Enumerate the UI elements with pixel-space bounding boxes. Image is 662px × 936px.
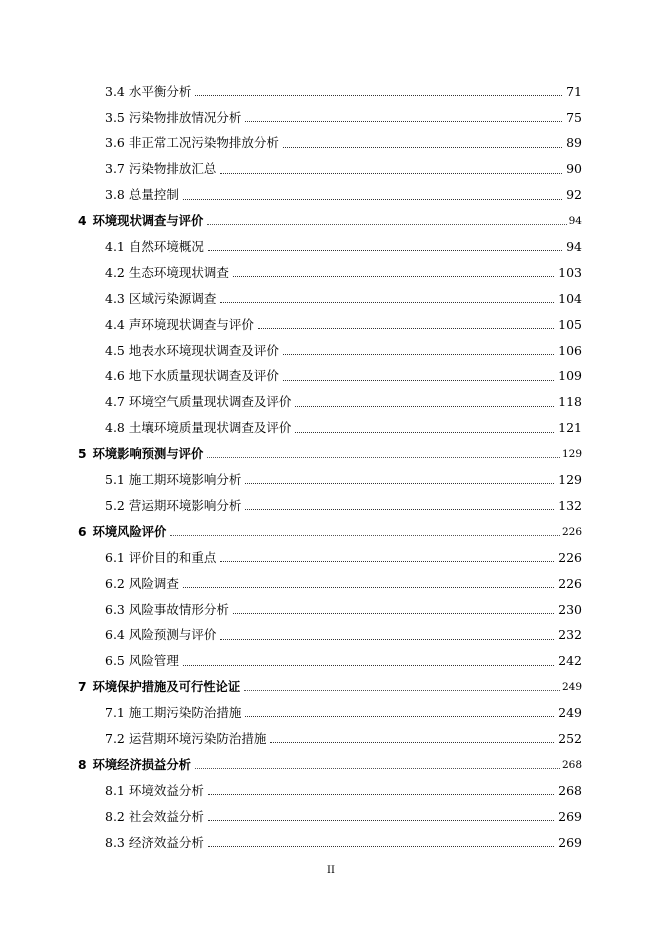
toc-entry-title: 水平衡分析 — [128, 83, 192, 99]
toc-dot-leader — [220, 638, 554, 640]
toc-entry-number: 4.6 — [105, 368, 125, 384]
toc-chapter-entry[interactable] — [0, 519, 662, 545]
toc-dot-leader — [233, 275, 554, 277]
toc-entry-number: 3.4 — [105, 83, 125, 99]
toc-section-entry[interactable] — [0, 545, 662, 571]
toc-entry-title: 环境效益分析 — [128, 782, 204, 798]
toc-entry-page: 232 — [558, 627, 582, 643]
toc-dot-leader — [207, 223, 566, 225]
toc-section-entry[interactable] — [0, 467, 662, 493]
toc-section-entry[interactable] — [0, 157, 662, 183]
toc-section-entry[interactable] — [0, 312, 662, 338]
toc-entry-title: 环境空气质量现状调查及评价 — [128, 394, 292, 410]
toc-entry-title: 地表水环境现状调查及评价 — [128, 342, 279, 358]
toc-entry-title: 风险事故情形分析 — [128, 601, 229, 617]
toc-dot-leader — [283, 353, 554, 355]
toc-entry-title: 土壤环境质量现状调查及评价 — [128, 420, 292, 436]
toc-dot-leader — [207, 456, 560, 458]
toc-entry-title: 社会效益分析 — [128, 808, 204, 824]
toc-entry-number: 4.7 — [105, 394, 125, 410]
toc-dot-leader — [244, 689, 560, 691]
toc-entry-page: 104 — [558, 290, 582, 306]
toc-entry-page: 75 — [566, 109, 582, 125]
toc-dot-leader — [220, 301, 554, 303]
toc-entry-title: 环境保护措施及可行性论证 — [92, 680, 241, 695]
toc-dot-leader — [220, 560, 554, 562]
toc-entry-title: 施工期环境影响分析 — [128, 472, 242, 488]
toc-entry-page: 249 — [558, 705, 582, 721]
toc-dot-leader — [295, 405, 554, 407]
toc-section-entry[interactable] — [0, 234, 662, 260]
toc-entry-number: 4.1 — [105, 239, 125, 255]
toc-entry-page: 103 — [558, 264, 582, 280]
toc-entry-page: 105 — [558, 316, 582, 332]
toc-entry-number: 6.3 — [105, 601, 125, 617]
toc-section-entry[interactable] — [0, 183, 662, 209]
toc-entry-title: 环境经济损益分析 — [92, 757, 191, 772]
toc-entry-title: 生态环境现状调查 — [128, 264, 229, 280]
toc-entry-page: 230 — [558, 601, 582, 617]
toc-entry-page: 269 — [558, 834, 582, 850]
toc-entry-number: 4.2 — [105, 264, 125, 280]
toc-section-entry[interactable] — [0, 623, 662, 649]
toc-section-entry[interactable] — [0, 597, 662, 623]
toc-entry-number: 7 — [78, 680, 87, 695]
toc-entry-page: 118 — [558, 394, 582, 410]
toc-entry-number: 5.1 — [105, 472, 125, 488]
toc-entry-title: 风险管理 — [128, 653, 179, 669]
toc-entry-number: 8.2 — [105, 808, 125, 824]
toc-entry-title: 运营期环境污染防治措施 — [128, 730, 267, 746]
toc-dot-leader — [208, 819, 554, 821]
toc-entry-page: 90 — [566, 161, 582, 177]
toc-section-entry[interactable] — [0, 105, 662, 131]
toc-chapter-entry[interactable] — [0, 441, 662, 467]
toc-entry-title: 地下水质量现状调查及评价 — [128, 368, 279, 384]
toc-entry-number: 8.1 — [105, 782, 125, 798]
toc-entry-title: 风险预测与评价 — [128, 627, 217, 643]
toc-entry-number: 4.8 — [105, 420, 125, 436]
toc-section-entry[interactable] — [0, 364, 662, 390]
toc-entry-page: 252 — [558, 730, 582, 746]
toc-dot-leader — [283, 146, 562, 148]
toc-entry-number: 3.6 — [105, 135, 125, 151]
toc-entry-title: 环境风险评价 — [92, 524, 167, 539]
toc-entry-page: 129 — [561, 448, 582, 461]
toc-entry-number: 4.5 — [105, 342, 125, 358]
toc-entry-title: 非正常工况污染物排放分析 — [128, 135, 279, 151]
toc-entry-page: 132 — [558, 497, 582, 513]
toc-entry-title: 营运期环境影响分析 — [128, 497, 242, 513]
toc-section-entry[interactable] — [0, 778, 662, 804]
toc-dot-leader — [245, 508, 554, 510]
toc-entry-number: 8 — [78, 757, 87, 772]
toc-section-entry[interactable] — [0, 390, 662, 416]
toc-dot-leader — [245, 482, 554, 484]
toc-dot-leader — [183, 586, 554, 588]
toc-section-entry[interactable] — [0, 571, 662, 597]
toc-entry-page: 226 — [558, 549, 582, 565]
toc-dot-leader — [208, 249, 562, 251]
toc-entry-page: 269 — [558, 808, 582, 824]
toc-section-entry[interactable] — [0, 649, 662, 675]
toc-section-entry[interactable] — [0, 700, 662, 726]
toc-section-entry[interactable] — [0, 804, 662, 830]
toc-entry-title: 施工期污染防治措施 — [128, 705, 242, 721]
toc-chapter-entry[interactable] — [0, 208, 662, 234]
toc-entry-number: 4.4 — [105, 316, 125, 332]
toc-entry-number: 3.7 — [105, 161, 125, 177]
toc-entry-page: 94 — [566, 239, 582, 255]
toc-section-entry[interactable] — [0, 416, 662, 442]
toc-entry-title: 评价目的和重点 — [128, 549, 217, 565]
toc-dot-leader — [195, 94, 562, 96]
toc-entry-title: 环境影响预测与评价 — [92, 447, 204, 462]
toc-entry-title: 风险调查 — [128, 575, 179, 591]
toc-entry-page: 268 — [558, 782, 582, 798]
toc-entry-page: 92 — [566, 187, 582, 203]
toc-entry-number: 5.2 — [105, 497, 125, 513]
toc-entry-number: 4 — [78, 214, 87, 229]
toc-section-entry[interactable] — [0, 726, 662, 752]
toc-entry-number: 8.3 — [105, 834, 125, 850]
toc-dot-leader — [258, 327, 554, 329]
toc-section-entry[interactable] — [0, 260, 662, 286]
toc-dot-leader — [183, 198, 562, 200]
toc-dot-leader — [233, 612, 554, 614]
toc-section-entry[interactable] — [0, 338, 662, 364]
toc-section-entry[interactable] — [0, 131, 662, 157]
toc-entry-number: 6.5 — [105, 653, 125, 669]
toc-dot-leader — [245, 120, 562, 122]
table-of-contents — [0, 79, 662, 856]
toc-entry-page: 121 — [558, 420, 582, 436]
toc-entry-number: 3.8 — [105, 187, 125, 203]
toc-dot-leader — [295, 431, 554, 433]
toc-entry-page: 242 — [558, 653, 582, 669]
toc-entry-number: 6.1 — [105, 549, 125, 565]
toc-section-entry[interactable] — [0, 493, 662, 519]
toc-entry-page: 71 — [566, 83, 582, 99]
toc-chapter-entry[interactable] — [0, 752, 662, 778]
toc-entry-number: 4.3 — [105, 290, 125, 306]
toc-entry-number: 6.2 — [105, 575, 125, 591]
toc-entry-title: 污染物排放情况分析 — [128, 109, 242, 125]
toc-entry-title: 声环境现状调查与评价 — [128, 316, 254, 332]
toc-entry-title: 经济效益分析 — [128, 834, 204, 850]
toc-entry-number: 7.1 — [105, 705, 125, 721]
toc-dot-leader — [170, 534, 560, 536]
toc-entry-number: 3.5 — [105, 109, 125, 125]
toc-entry-title: 自然环境概况 — [128, 239, 204, 255]
toc-entry-page: 106 — [558, 342, 582, 358]
toc-dot-leader — [270, 741, 554, 743]
toc-list — [0, 79, 662, 856]
toc-section-entry[interactable] — [0, 79, 662, 105]
toc-entry-page: 94 — [568, 215, 582, 228]
toc-entry-number: 5 — [78, 447, 87, 462]
toc-section-entry[interactable] — [0, 286, 662, 312]
toc-dot-leader — [183, 664, 554, 666]
toc-entry-page: 109 — [558, 368, 582, 384]
toc-entry-page: 249 — [561, 681, 582, 694]
toc-entry-page: 226 — [558, 575, 582, 591]
toc-entry-number: 7.2 — [105, 730, 125, 746]
toc-entry-page: 89 — [566, 135, 582, 151]
toc-dot-leader — [245, 715, 554, 717]
toc-entry-number: 6.4 — [105, 627, 125, 643]
toc-entry-page: 129 — [558, 472, 582, 488]
toc-dot-leader — [220, 172, 562, 174]
toc-entry-title: 污染物排放汇总 — [128, 161, 217, 177]
toc-dot-leader — [283, 379, 554, 381]
toc-section-entry[interactable] — [0, 830, 662, 856]
toc-dot-leader — [208, 845, 554, 847]
toc-entry-title: 总量控制 — [128, 187, 179, 203]
toc-dot-leader — [208, 793, 554, 795]
toc-dot-leader — [195, 767, 560, 769]
toc-entry-page: 226 — [561, 525, 582, 538]
toc-entry-title: 区域污染源调查 — [128, 290, 217, 306]
toc-entry-title: 环境现状调查与评价 — [92, 214, 204, 229]
toc-chapter-entry[interactable] — [0, 674, 662, 700]
toc-entry-page: 268 — [561, 758, 582, 771]
toc-entry-number: 6 — [78, 524, 87, 539]
page-number-footer: II — [327, 865, 335, 876]
